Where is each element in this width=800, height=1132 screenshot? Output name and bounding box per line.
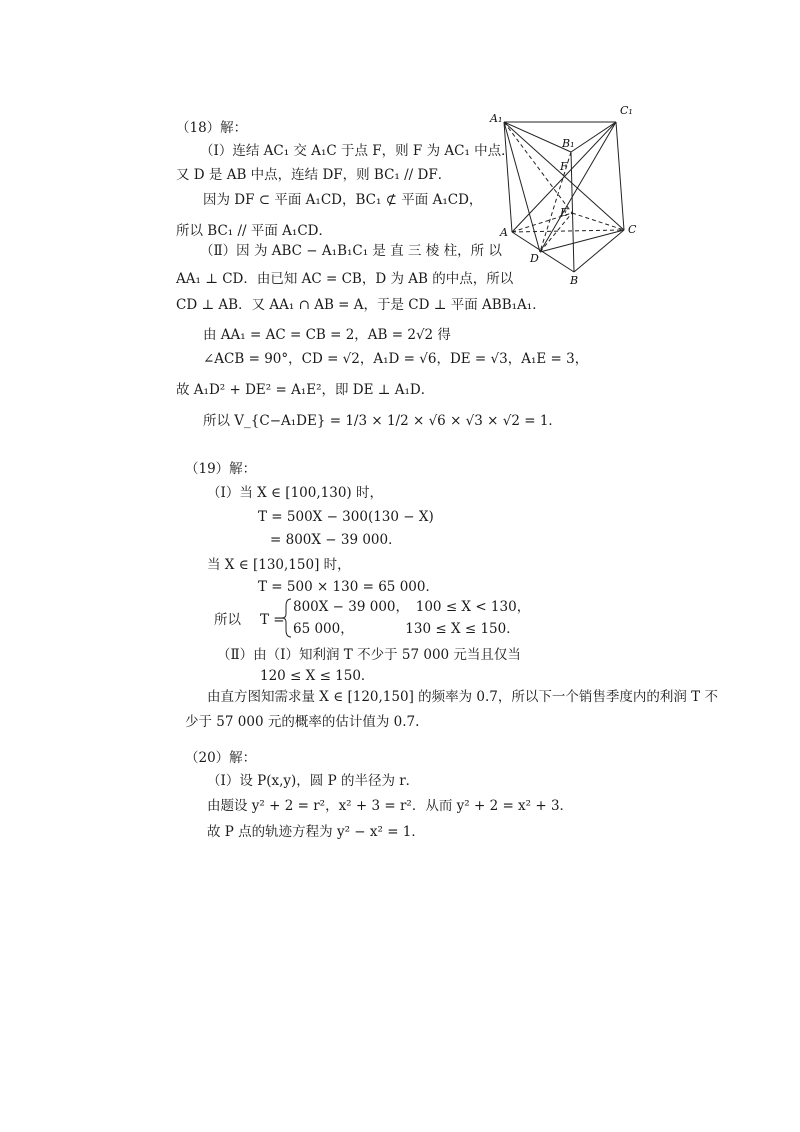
problem-19-header: （19）解： (185, 461, 257, 477)
vertex-label: A (500, 226, 508, 239)
problem-19-line: 当 X ∈ [130,150] 时， (207, 557, 351, 573)
vertex-label: A₁ (490, 112, 503, 125)
problem-19-line: 65 000， 130 ≤ X ≤ 150． (293, 621, 520, 637)
vertex-label: C₁ (620, 104, 633, 117)
problem-19-line: T = 500 × 130 = 65 000． (258, 579, 439, 595)
problem-18-line: 因为 DF ⊂ 平面 A₁CD，BC₁ ⊄ 平面 A₁CD， (203, 192, 483, 208)
prism-diagram (478, 100, 648, 290)
problem-19-line: 少于 57 000 元的概率的估计值为 0.7. (185, 714, 420, 730)
problem-18-header: （18）解： (176, 120, 248, 136)
problem-19-line: （Ⅰ）当 X ∈ [100,130) 时， (207, 485, 383, 501)
problem-18-line: 故 A₁D² + DE² = A₁E²，即 DE ⊥ A₁D． (176, 382, 435, 398)
problem-20-line: 故 P 点的轨迹方程为 y² − x² = 1． (207, 824, 425, 840)
problem-19-line: T = 500X − 300(130 − X) (258, 509, 434, 525)
problem-18-line: （Ⅱ）因 为 ABC − A₁B₁C₁ 是 直 三 棱 柱，所 以 (200, 243, 502, 259)
problem-20-line: （Ⅰ）设 P(x,y)，圆 P 的半径为 r． (207, 773, 420, 789)
problem-18-line: CD ⊥ AB．又 AA₁ ∩ AB = A，于是 CD ⊥ 平面 ABB₁A₁． (176, 297, 546, 313)
problem-20-line: 由题设 y² + 2 = r²，x² + 3 = r²．从而 y² + 2 = x² + 3． (207, 798, 574, 814)
piecewise-brace (282, 598, 292, 638)
problem-19-line: 由直方图知需求量 X ∈ [120,150] 的频率为 0.7，所以下一个销售季度内的利润 T 不 (207, 689, 718, 705)
problem-19-line: 800X − 39 000， 100 ≤ X < 130， (293, 599, 531, 615)
vertex-label: B₁ (562, 137, 575, 150)
vertex-label: D (530, 252, 539, 265)
problem-19-line: 120 ≤ X ≤ 150． (260, 668, 375, 684)
problem-18-line: AA₁ ⊥ CD．由已知 AC = CB，D 为 AB 的中点，所以 (176, 271, 514, 287)
vertex-label: B (570, 274, 579, 287)
problem-19-line: = 800X − 39 000． (270, 532, 402, 548)
problem-18-line: （Ⅰ）连结 AC₁ 交 A₁C 于点 F，则 F 为 AC₁ 中点． (200, 143, 515, 159)
problem-18-line: ∠ACB = 90°，CD = √2，A₁D = √6，DE = √3，A₁E = 3， (203, 351, 589, 367)
problem-19-line: T = (260, 612, 285, 628)
problem-20-header: （20）解： (185, 750, 257, 766)
vertex-label: C (628, 223, 637, 236)
problem-18-line: 所以 BC₁ // 平面 A₁CD． (176, 223, 332, 239)
problem-19-line: 所以 (214, 612, 241, 628)
vertex-label: F (560, 160, 568, 173)
problem-18-line: 由 AA₁ = AC = CB = 2，AB = 2√2 得 (203, 327, 451, 343)
problem-19-line: （Ⅱ）由（Ⅰ）知利润 T 不少于 57 000 元当且仅当 (217, 647, 521, 663)
vertex-label: E (560, 206, 569, 219)
problem-18-line: 又 D 是 AB 中点，连结 DF，则 BC₁ // DF． (176, 167, 452, 183)
problem-18-line: 所以 V_{C−A₁DE} = 1/3 × 1/2 × √6 × √3 × √2 = 1． (203, 413, 562, 429)
